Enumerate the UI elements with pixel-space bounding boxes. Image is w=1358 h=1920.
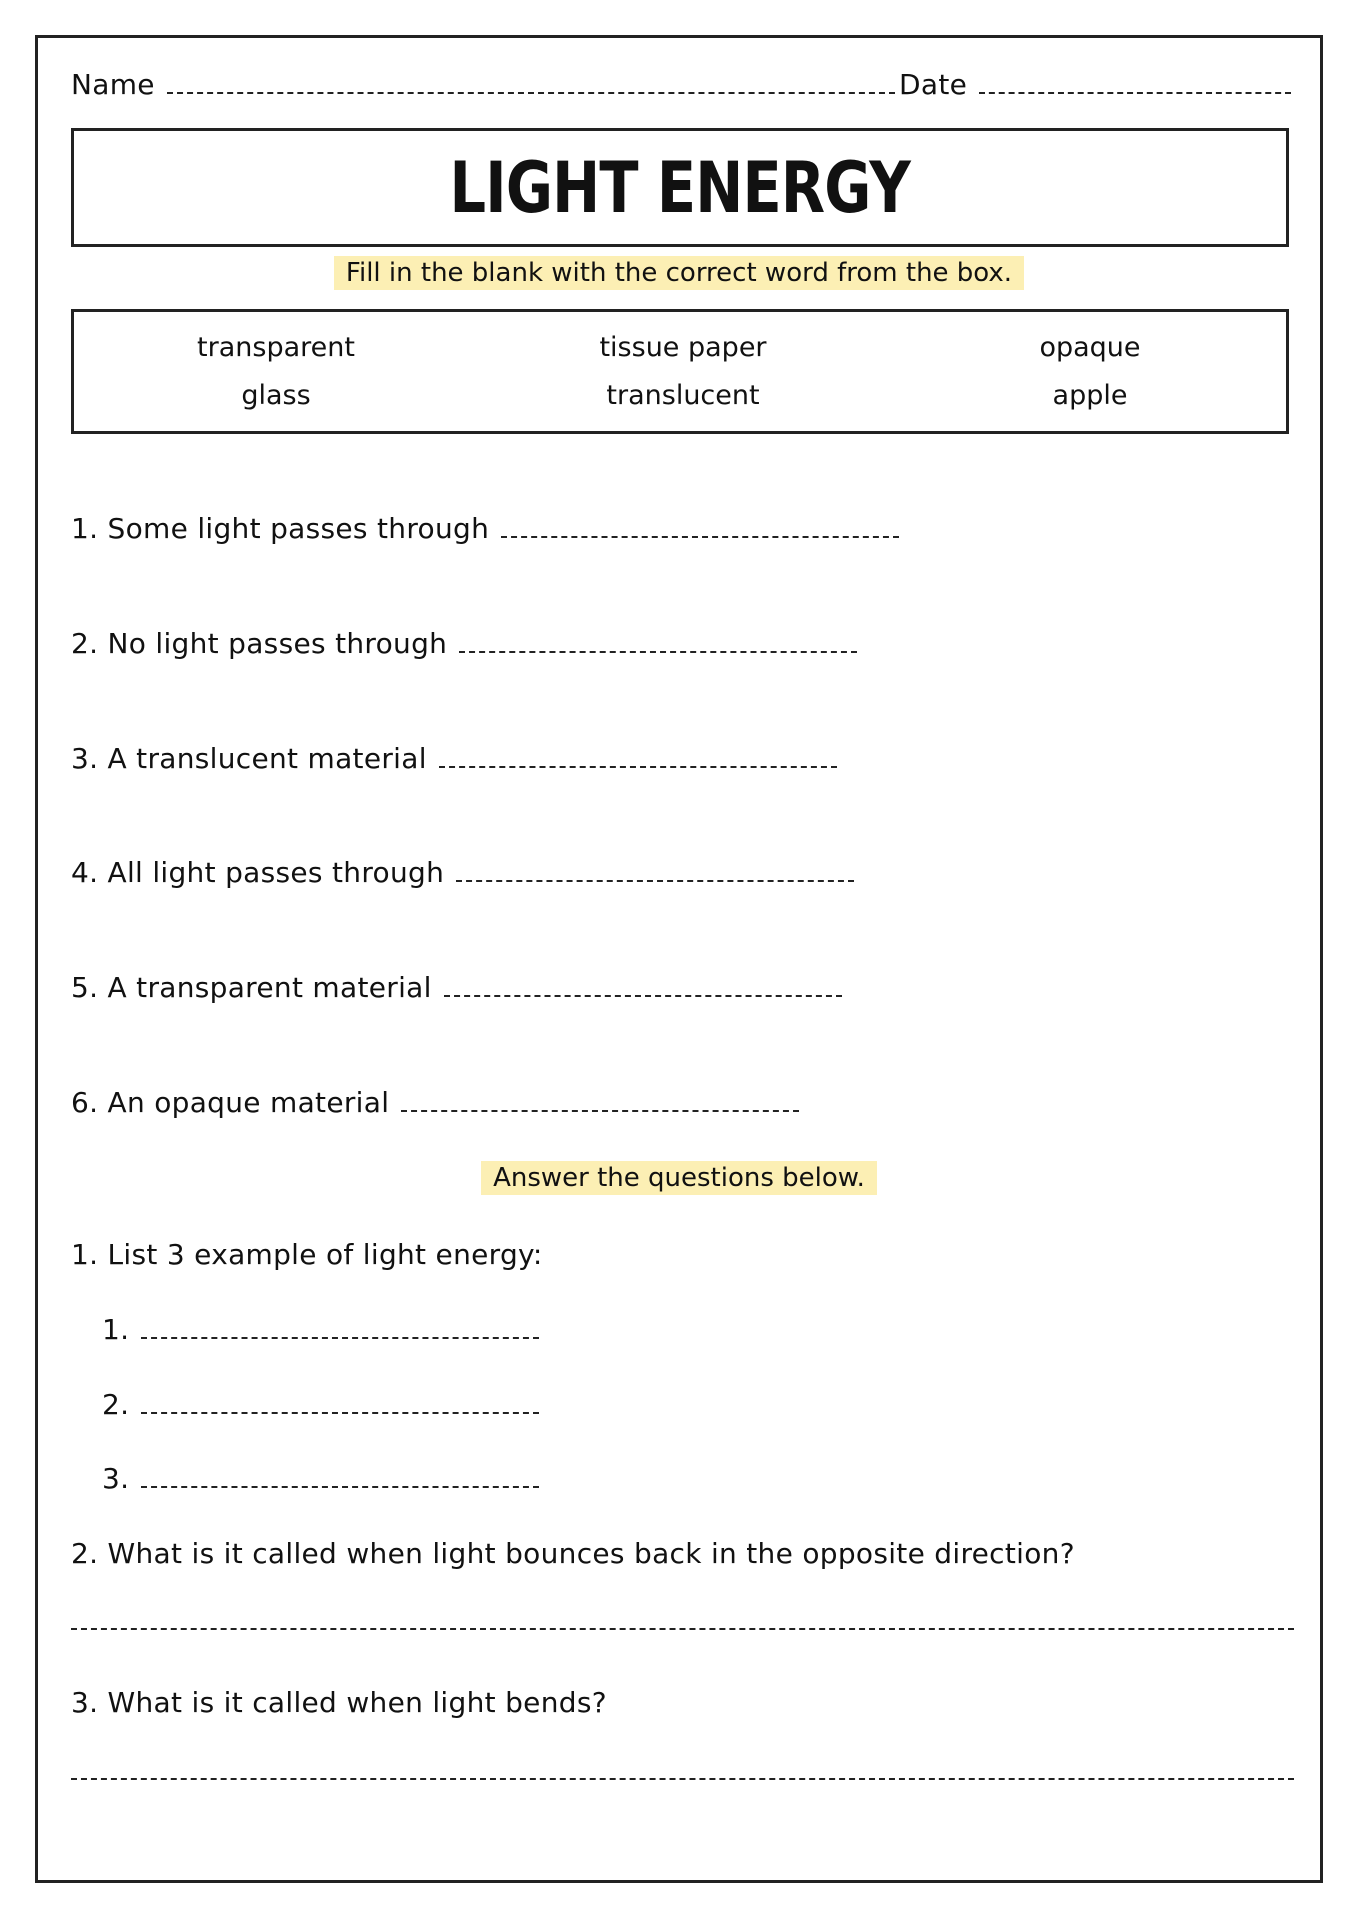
answer-blank[interactable]: [141, 1319, 539, 1339]
title-box: [71, 128, 1289, 247]
fill-question-text: 4. All light passes through: [71, 856, 445, 889]
question-2: 2. What is it called when light bounces back in the opposite direction?: [71, 1537, 1075, 1570]
fill-instruction-wrap: [0, 258, 1358, 288]
fill-instruction: Fill in the blank with the correct word from the box.: [334, 256, 1024, 290]
answer-blank[interactable]: [439, 748, 837, 768]
date-label: Date: [899, 68, 968, 101]
name-blank[interactable]: [167, 74, 895, 94]
question-1: 1. List 3 example of light energy:: [71, 1238, 543, 1271]
answer-blank[interactable]: [141, 1468, 539, 1488]
fill-question-text: 1. Some light passes through: [71, 512, 490, 545]
answer-blank[interactable]: [444, 977, 842, 997]
word-bank-item: translucent: [606, 380, 760, 411]
fill-question-text: 6. An opaque material: [71, 1086, 390, 1119]
list-item: [102, 1388, 539, 1421]
list-item-number: 1.: [102, 1313, 130, 1346]
list-item: [102, 1313, 539, 1346]
list-item: [102, 1462, 539, 1495]
fill-question-text: 5. A transparent material: [71, 971, 432, 1004]
fill-question-text: 2. No light passes through: [71, 627, 448, 660]
answer-blank[interactable]: [401, 1092, 799, 1112]
fill-question: [71, 971, 842, 1004]
name-label: Name: [71, 68, 155, 101]
fill-question: [71, 742, 837, 775]
word-bank: [71, 309, 1289, 434]
fill-question-text: 3. A translucent material: [71, 742, 427, 775]
answer-blank[interactable]: [459, 633, 857, 653]
word-bank-item: opaque: [1039, 332, 1141, 363]
answer-instruction: Answer the questions below.: [481, 1161, 877, 1195]
answer-blank[interactable]: [501, 518, 899, 538]
page-title: LIGHT ENERGY: [449, 146, 911, 229]
answer-instruction-wrap: [0, 1163, 1358, 1193]
fill-question: [71, 856, 854, 889]
word-bank-item: transparent: [197, 332, 355, 363]
word-bank-item: tissue paper: [599, 332, 767, 363]
fill-question: [71, 1086, 799, 1119]
list-item-number: 3.: [102, 1462, 130, 1495]
fill-question: [71, 627, 857, 660]
date-blank[interactable]: [979, 74, 1291, 94]
word-bank-item: glass: [241, 380, 311, 411]
word-bank-item: apple: [1052, 380, 1128, 411]
answer-blank[interactable]: [456, 862, 854, 882]
question-3: 3. What is it called when light bends?: [71, 1686, 607, 1719]
answer-blank[interactable]: [141, 1394, 539, 1414]
answer-line[interactable]: [71, 1628, 1294, 1630]
name-field[interactable]: [71, 68, 895, 101]
list-item-number: 2.: [102, 1388, 130, 1421]
fill-question: [71, 512, 899, 545]
date-field[interactable]: [899, 68, 1291, 101]
answer-line[interactable]: [71, 1778, 1294, 1780]
